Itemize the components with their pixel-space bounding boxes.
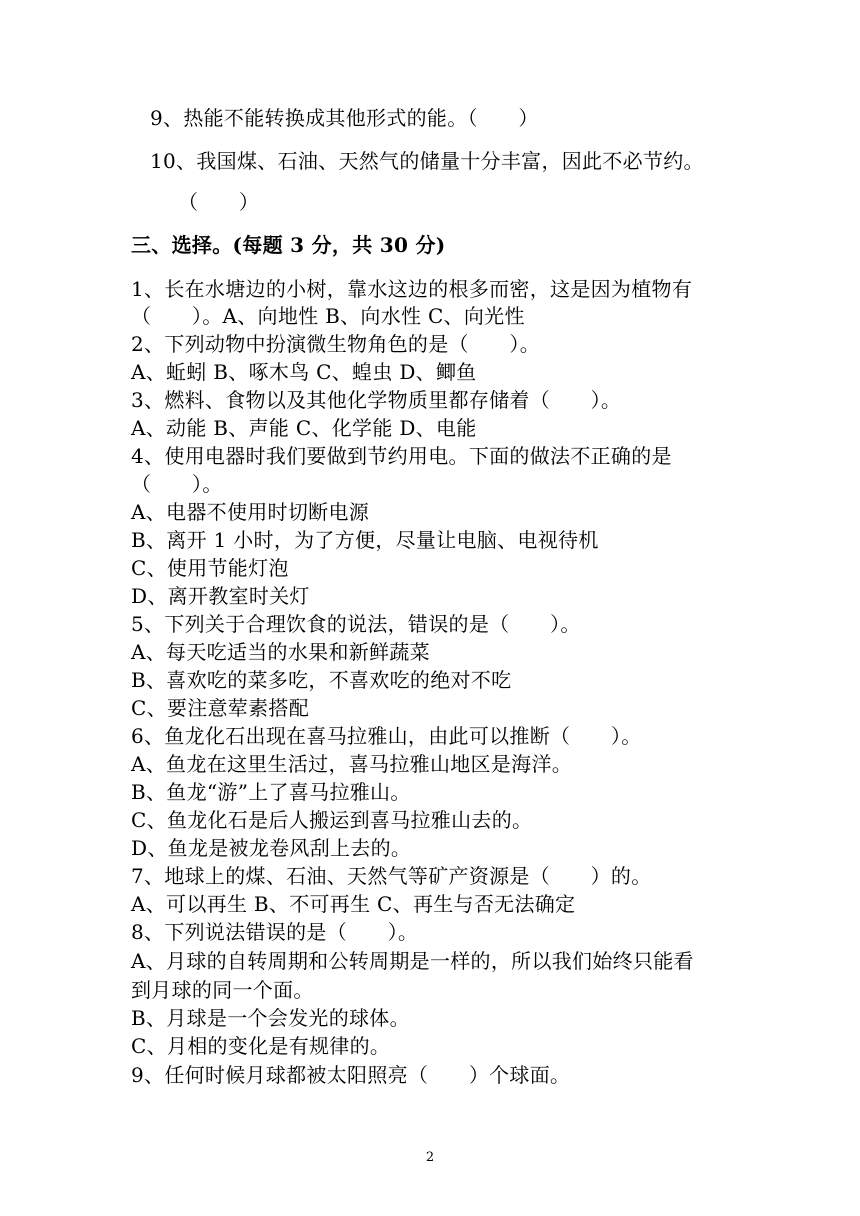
- question-line: 2、下列动物中扮演微生物角色的是（ ）。: [131, 332, 541, 356]
- question-line: A、可以再生 B、不可再生 C、再生与否无法确定: [131, 892, 576, 916]
- question-line: B、喜欢吃的菜多吃，不喜欢吃的绝对不吃: [131, 668, 512, 692]
- question-line: B、月球是一个会发光的球体。: [131, 1006, 410, 1030]
- question-line: A、鱼龙在这里生活过，喜马拉雅山地区是海洋。: [131, 752, 573, 776]
- question-line: D、鱼龙是被龙卷风刮上去的。: [131, 836, 412, 860]
- question-line: C、月相的变化是有规律的。: [131, 1034, 391, 1058]
- question-line: B、鱼龙“游”上了喜马拉雅山。: [131, 780, 411, 804]
- question-line: 3、燃料、食物以及其他化学物质里都存储着（ ）。: [131, 388, 622, 412]
- question-line: 4、使用电器时我们要做到节约用电。下面的做法不正确的是: [131, 444, 672, 468]
- question-line: 6、鱼龙化石出现在喜马拉雅山，由此可以推断（ ）。: [131, 724, 642, 748]
- tf-question-10: 10、我国煤、石油、天然气的储量十分丰富，因此不必节约。: [150, 149, 704, 173]
- question-line: A、电器不使用时切断电源: [131, 500, 370, 524]
- question-line: （ ）。A、向地性 B、向水性 C、向光性: [131, 304, 525, 328]
- page-number: 2: [425, 1150, 435, 1165]
- question-line: 5、下列关于合理饮食的说法，错误的是（ ）。: [131, 612, 581, 636]
- question-line: 1、长在水塘边的小树，靠水这边的根多而密，这是因为植物有: [131, 277, 693, 301]
- question-line: 7、地球上的煤、石油、天然气等矿产资源是（ ）的。: [131, 864, 652, 888]
- question-line: C、使用节能灯泡: [131, 556, 289, 580]
- question-line: B、离开 1 小时，为了方便，尽量让电脑、电视待机: [131, 528, 599, 552]
- tf-question-10-blank: （ ）: [178, 190, 260, 214]
- question-line: 到月球的同一个面。: [131, 978, 314, 1002]
- question-line: A、蚯蚓 B、啄木鸟 C、蝗虫 D、鲫鱼: [131, 360, 477, 384]
- question-line: 9、任何时候月球都被太阳照亮（ ）个球面。: [131, 1063, 571, 1087]
- question-line: 8、下列说法错误的是（ ）。: [131, 920, 419, 944]
- question-line: A、每天吃适当的水果和新鲜蔬菜: [131, 640, 430, 664]
- question-line: C、要注意荤素搭配: [131, 696, 310, 720]
- tf-question-9: 9、热能不能转换成其他形式的能。（ ）: [150, 106, 539, 130]
- question-line: D、离开教室时关灯: [131, 584, 310, 608]
- question-line: C、鱼龙化石是后人搬运到喜马拉雅山去的。: [131, 808, 533, 832]
- question-line: A、月球的自转周期和公转周期是一样的，所以我们始终只能看: [131, 949, 694, 973]
- question-line: A、动能 B、声能 C、化学能 D、电能: [131, 416, 477, 440]
- section-title: 三、选择。(每题 3 分，共 30 分): [131, 233, 446, 257]
- question-line: （ ）。: [131, 472, 223, 496]
